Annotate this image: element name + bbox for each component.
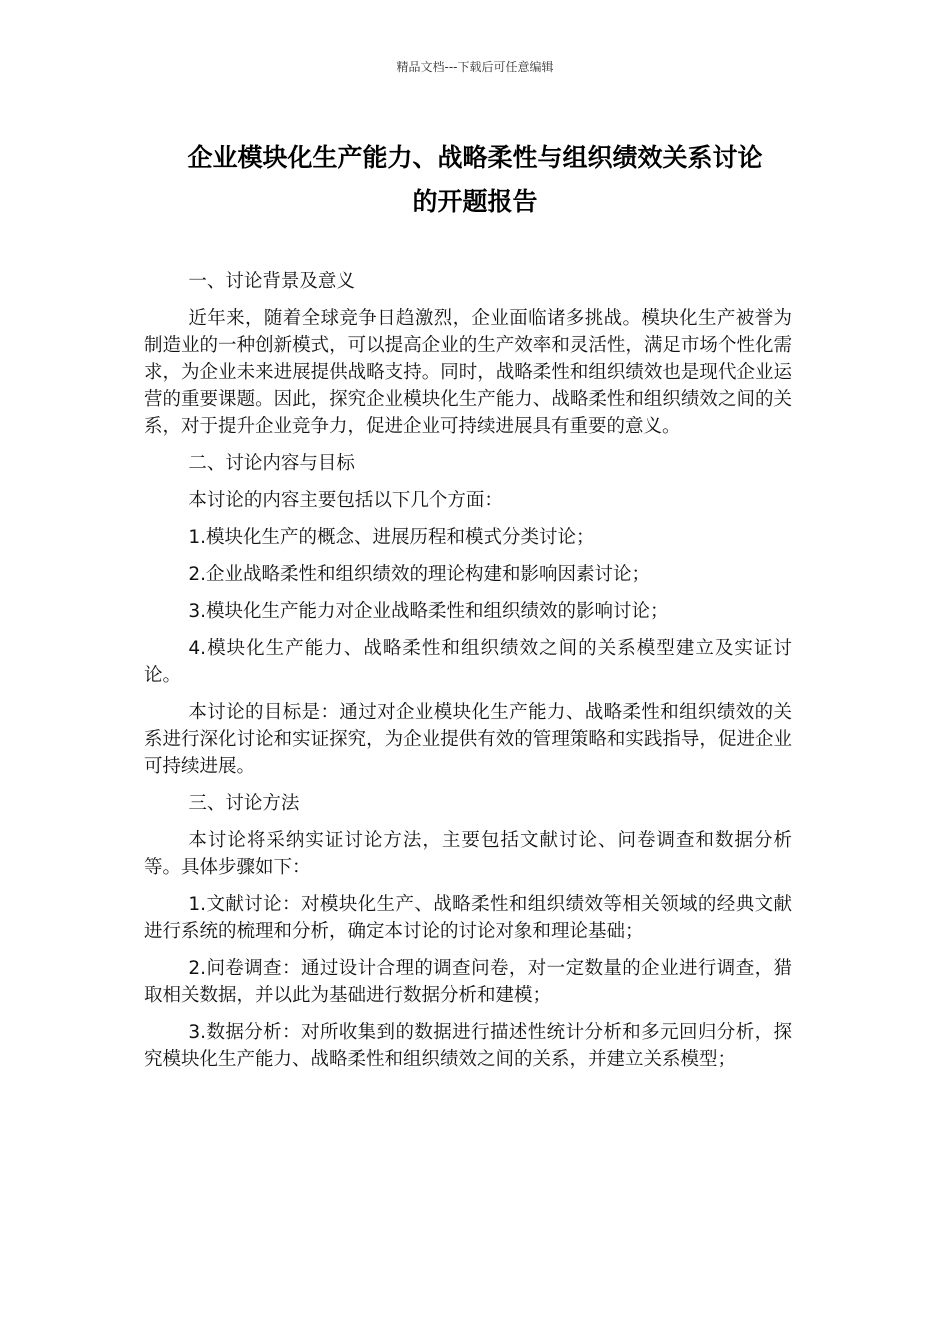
list-item-content-3: 3.模块化生产能力对企业战略柔性和组织绩效的影响讨论； — [188, 601, 669, 622]
list-item-method-1: 1.文献讨论：对模块化生产、战略柔性和组织绩效等相关领域的经典文献进行系统的梳理和分析，确定本讨论的讨论对象和理论基础； — [144, 894, 792, 942]
list-item-content-4: 4.模块化生产能力、战略柔性和组织绩效之间的关系模型建立及实证讨论。 — [144, 638, 792, 686]
paragraph-background: 近年来，随着全球竞争日趋激烈，企业面临诸多挑战。模块化生产被誉为制造业的一种创新模式，可以提高企业的生产效率和灵活性，满足市场个性化需求，为企业未来进展提供战略支持。同时，战略柔性和组织绩效也是现代企业运营的重要课题。因此，探究企业模块化生产能力、战略柔性和组织绩效之间的关系，对于提升企业竞争力，促进企业可持续进展具有重要的意义。 — [144, 308, 792, 437]
document-body — [144, 268, 792, 1083]
title-line-2: 的开题报告 — [412, 187, 538, 216]
paragraph-goals: 本讨论的目标是：通过对企业模块化生产能力、战略柔性和组织绩效的关系进行深化讨论和实证探究，为企业提供有效的管理策略和实践指导，促进企业可持续进展。 — [144, 702, 792, 777]
list-item-method-2: 2.问卷调查：通过设计合理的调查问卷，对一定数量的企业进行调查，猎取相关数据，并以此为基础进行数据分析和建模； — [144, 958, 792, 1006]
list-item-method-3: 3.数据分析：对所收集到的数据进行描述性统计分析和多元回归分析，探究模块化生产能力、战略柔性和组织绩效之间的关系，并建立关系模型； — [144, 1022, 792, 1070]
title-line-1: 企业模块化生产能力、战略柔性与组织绩效关系讨论 — [187, 143, 763, 172]
list-item-content-2: 2.企业战略柔性和组织绩效的理论构建和影响因素讨论； — [188, 564, 651, 585]
paragraph-methods-intro: 本讨论将采纳实证讨论方法，主要包括文献讨论、问卷调查和数据分析等。具体步骤如下： — [144, 830, 792, 878]
section-heading-content: 二、讨论内容与目标 — [188, 453, 355, 474]
section-heading-background: 一、讨论背景及意义 — [188, 271, 355, 292]
section-heading-methods: 三、讨论方法 — [188, 793, 300, 814]
list-item-content-1: 1.模块化生产的概念、进展历程和模式分类讨论； — [188, 527, 595, 548]
document-title — [144, 136, 806, 224]
paragraph-content-intro: 本讨论的内容主要包括以下几个方面： — [188, 490, 503, 511]
header-note: 精品文档---下载后可任意编辑 — [396, 60, 554, 74]
